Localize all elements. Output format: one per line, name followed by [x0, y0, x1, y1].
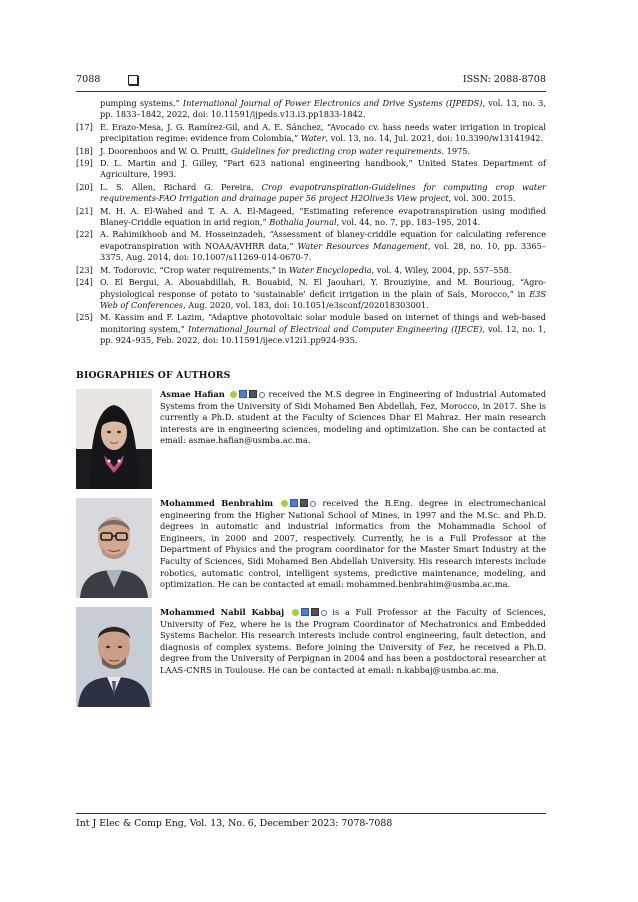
reference-text: , Aug. 2020, vol. 183, doi: 10.1051/e3sconf/202018303001.	[183, 299, 429, 310]
reference-source: International Journal of Power Electronics and Drive Systems (IJPEDS)	[182, 98, 483, 108]
author-name-2: Mohammed Benbrahim	[160, 498, 274, 508]
square-icon	[128, 75, 138, 85]
reference-text: M. H. A. El-Wahed and T. A. A. El-Mageed, “Estimating reference evapotranspiration using modified Blaney-Criddle equation in arid region,”	[100, 205, 546, 228]
reference-text: M. Todorovic, “Crop water requirements,” in	[100, 264, 289, 275]
reference-text: L. S. Allen, Richard G. Pereira,	[100, 181, 262, 192]
orcid-icon[interactable]	[292, 609, 299, 616]
author-bio-body-1: received the M.S degree in Engineering of Industrial Automated Systems from the University of Sidi Mohamed Ben Abdellah, Fez, Morocco, in 2017. She is currently a Ph.D. student at the Faculty of Sciences Dhar El Mahraz. Her main research interests are in engineering sciences, modeling and optimization. She can be contacted at email: asmae.hafian@usmba.ac.ma.	[160, 389, 547, 446]
biographies-heading: BIOGRAPHIES OF AUTHORS	[76, 370, 231, 381]
reference-text: , vol. 13, no. 3, pp. 1833–1842, 2022, doi: 10.11591/ijpeds.v13.i3.pp1833-1842.	[100, 98, 546, 120]
google-scholar-icon[interactable]	[301, 608, 309, 616]
author-photo-1	[76, 389, 152, 489]
reference-text: E. Erazo-Mesa, J. G. Ramírez-Gil, and A. E. Sánchez, “Avocado cv. hass needs water irrigation in tropical precipitation regime: evidence from Colombia,”	[100, 121, 546, 144]
reference-source: Guidelines for predicting crop water requirements	[230, 145, 442, 156]
orcid-icon[interactable]	[281, 500, 288, 507]
reference-number: [19]	[76, 158, 93, 169]
orcid-icon[interactable]	[230, 391, 237, 398]
reference-source: Water	[300, 133, 326, 144]
publons-icon[interactable]	[310, 501, 316, 507]
author-photo-3	[76, 607, 152, 707]
scopus-icon[interactable]	[249, 390, 257, 398]
reference-number: [23]	[76, 264, 93, 275]
reference-text: A. Rahimikhoob and M. Hosseinzadeh, “Assessment of blaney-criddle equation for calculating reference evapotranspiration with NOAA/AVHRR data,”	[100, 229, 546, 251]
author-bio-text-3	[160, 607, 546, 677]
page-number: 7088	[76, 74, 101, 85]
google-scholar-icon[interactable]	[290, 499, 298, 507]
reference-number: [24]	[76, 277, 93, 288]
reference-number: [25]	[76, 312, 93, 323]
reference-text: . 1975.	[441, 145, 471, 156]
reference-source: International Journal of Electrical and Computer Engineering (IJECE)	[188, 323, 483, 334]
issn-label: ISSN: 2088-8708	[462, 74, 546, 85]
reference-text: pumping systems,”	[100, 98, 183, 108]
woman-portrait-icon	[76, 389, 152, 489]
reference-text: O. El Bergui, A. Abouabdillah, R. Bouabid, N. El Jaouhari, Y. Brouziyine, and M. Bourioug, “Agro-physiological response of potato to ‘sustainable’ deficit irrigation in the plain of Saïs, Morocco,” in	[100, 277, 546, 299]
reference-text: , vol. 12, no. 1, pp. 924–935, Feb. 2022, doi: 10.11591/ijece.v12i1.pp924-935.	[100, 323, 546, 346]
reference-list	[76, 98, 546, 348]
author-bio-body-3: is a Full Professor at the Faculty of Sciences, University of Fez, where he is the Program Coordinator of Mechatronics and Embedded Systems Bachelor. His research interests include control engineering, fault detection, and diagnosis of complex systems. Before joining the University of Fez, he received a Ph.D. degree from the University of Perpignan in 2004 and has been a postdoctoral researcher at LAAS-CNRS in Toulouse. He can be contacted at email: n.kabbaj@usmba.ac.ma.	[160, 607, 547, 675]
running-footer: Int J Elec & Comp Eng, Vol. 13, No. 6, December 2023: 7078-7088	[76, 818, 393, 829]
reference-text: D. L. Martin and J. Gilley, “Part 623 national engineering handbook,” United States Department of Agriculture, 1993.	[100, 158, 546, 180]
reference-text: M. Kassim and F. Lazim, “Adaptive photovoltaic solar module based on internet of things and web-based monitoring system,”	[100, 312, 546, 334]
author-name-3: Mohammed Nabil Kabbaj	[160, 607, 285, 617]
reference-number: [21]	[76, 205, 93, 216]
reference-text: , vol. 300. 2015.	[448, 193, 516, 204]
publons-icon[interactable]	[259, 392, 265, 398]
reference-entry	[76, 229, 546, 263]
man-suit-portrait-icon	[76, 607, 152, 707]
reference-entry	[76, 206, 546, 229]
header-rule	[76, 91, 546, 92]
reference-source: Bothalia Journal	[269, 217, 337, 228]
footer-rule	[76, 813, 546, 814]
google-scholar-icon[interactable]	[239, 390, 247, 398]
man-glasses-portrait-icon	[76, 498, 152, 598]
reference-source: Crop evapotranspiration-Guidelines for computing crop water requirements-FAO Irrigation and drainage paper 56 project H2Olive3s View project	[100, 181, 546, 204]
reference-text: , vol. 28, no. 10, pp. 3365–3375, Aug. 2014, doi: 10.1007/s11269-014-0670-7.	[100, 240, 546, 263]
author-bio-body-2: received the B.Eng. degree in electromechanical engineering from the Higher National School of Mines, in 1997 and the M.Sc. and Ph.D. degrees in automatic and industrial informatics from the Mohammadia School of Engineers, in 2000 and 2007, respectively. Currently, he is a Full Professor at the Department of Physics and the program coordinator for the Master Smart Industry at the Faculty of Sciences, Sidi Mohamed Ben Abdellah University. His research interests include robotics, automatic control, intelligent systems, predictive maintenance, modeling, and optimization. He can be contacted at email: mohammed.benbrahim@usmba.ac.ma.	[160, 498, 547, 590]
reference-source: Water Resources Management	[297, 240, 428, 251]
reference-text: , vol. 13, no. 14, Jul. 2021, doi: 10.3390/w13141942.	[325, 133, 544, 144]
author-bio-text-1	[160, 389, 546, 447]
reference-entry	[76, 277, 546, 311]
author-photo-2	[76, 498, 152, 598]
running-header	[76, 73, 546, 89]
reference-source: E3S Web of Conferences	[100, 288, 546, 310]
author-bio-text-2	[160, 498, 546, 591]
scopus-icon[interactable]	[311, 608, 319, 616]
reference-entry	[76, 158, 546, 181]
reference-entry	[76, 312, 546, 346]
reference-number: [17]	[76, 121, 93, 132]
reference-number: [22]	[76, 229, 93, 240]
publons-icon[interactable]	[321, 610, 327, 616]
reference-text: , vol. 4, Wiley, 2004, pp. 557–558.	[371, 264, 512, 275]
reference-text: J. Doorenboos and W. O. Pruitt,	[100, 145, 231, 156]
reference-entry	[76, 122, 546, 145]
author-name-1: Asmae Hafian	[160, 389, 225, 399]
reference-entry	[76, 182, 546, 205]
reference-entry	[76, 98, 546, 121]
reference-entry	[76, 146, 546, 157]
reference-number: [20]	[76, 181, 93, 192]
scopus-icon[interactable]	[300, 499, 308, 507]
reference-source: Water Encyclopedia	[288, 264, 372, 275]
reference-entry	[76, 265, 546, 276]
reference-text: , vol. 44, no. 7, pp. 183–195, 2014.	[336, 217, 481, 228]
reference-number: [18]	[76, 145, 93, 156]
